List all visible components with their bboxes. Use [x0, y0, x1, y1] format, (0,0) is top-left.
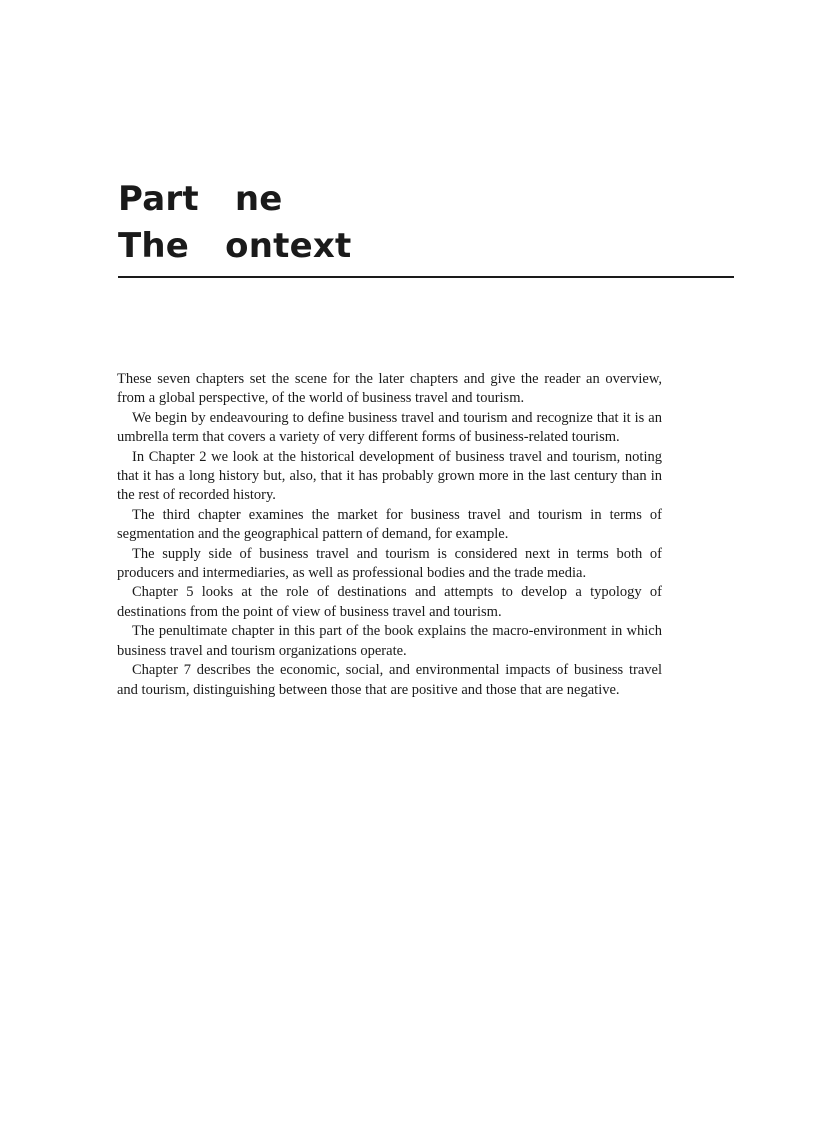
paragraph-chapter-6: The penultimate chapter in this part of the book explains the macro-environment in which business travel and tourism organizations operate. [117, 623, 662, 659]
introduction-text [117, 370, 662, 700]
paragraph-chapter-3: The third chapter examines the market for business travel and tourism in terms of segmentation and the geographical pattern of demand, for example. [117, 506, 662, 543]
paragraph-chapter-4: The supply side of business travel and tourism is considered next in terms both of producers and intermediaries, as well as professional bodies and the trade media. [117, 545, 662, 582]
part-heading [118, 176, 734, 270]
part-title: Part ne [118, 179, 283, 219]
paragraph-definition: We begin by endeavouring to define business travel and tourism and recognize that it is an umbrella term that covers a variety of very different forms of business-related tourism. [117, 409, 662, 446]
paragraph-chapter-5: Chapter 5 looks at the role of destinations and attempts to develop a typology of destinations from the point of view of business travel and tourism. [117, 584, 662, 620]
paragraph-chapter-2: In Chapter 2 we look at the historical development of business travel and tourism, noting that it has a long history but, also, that it has probably grown more in the last century than in the rest of recorded history. [117, 448, 662, 504]
paragraph-chapter-7: Chapter 7 describes the economic, social, and environmental impacts of business travel and tourism, distinguishing between those that are positive and those that are negative. [117, 662, 662, 698]
part-subtitle: The ontext [118, 226, 352, 266]
heading-divider [118, 276, 734, 278]
paragraph-overview: These seven chapters set the scene for the later chapters and give the reader an overview, from a global perspective, of the world of business travel and tourism. [117, 371, 662, 407]
